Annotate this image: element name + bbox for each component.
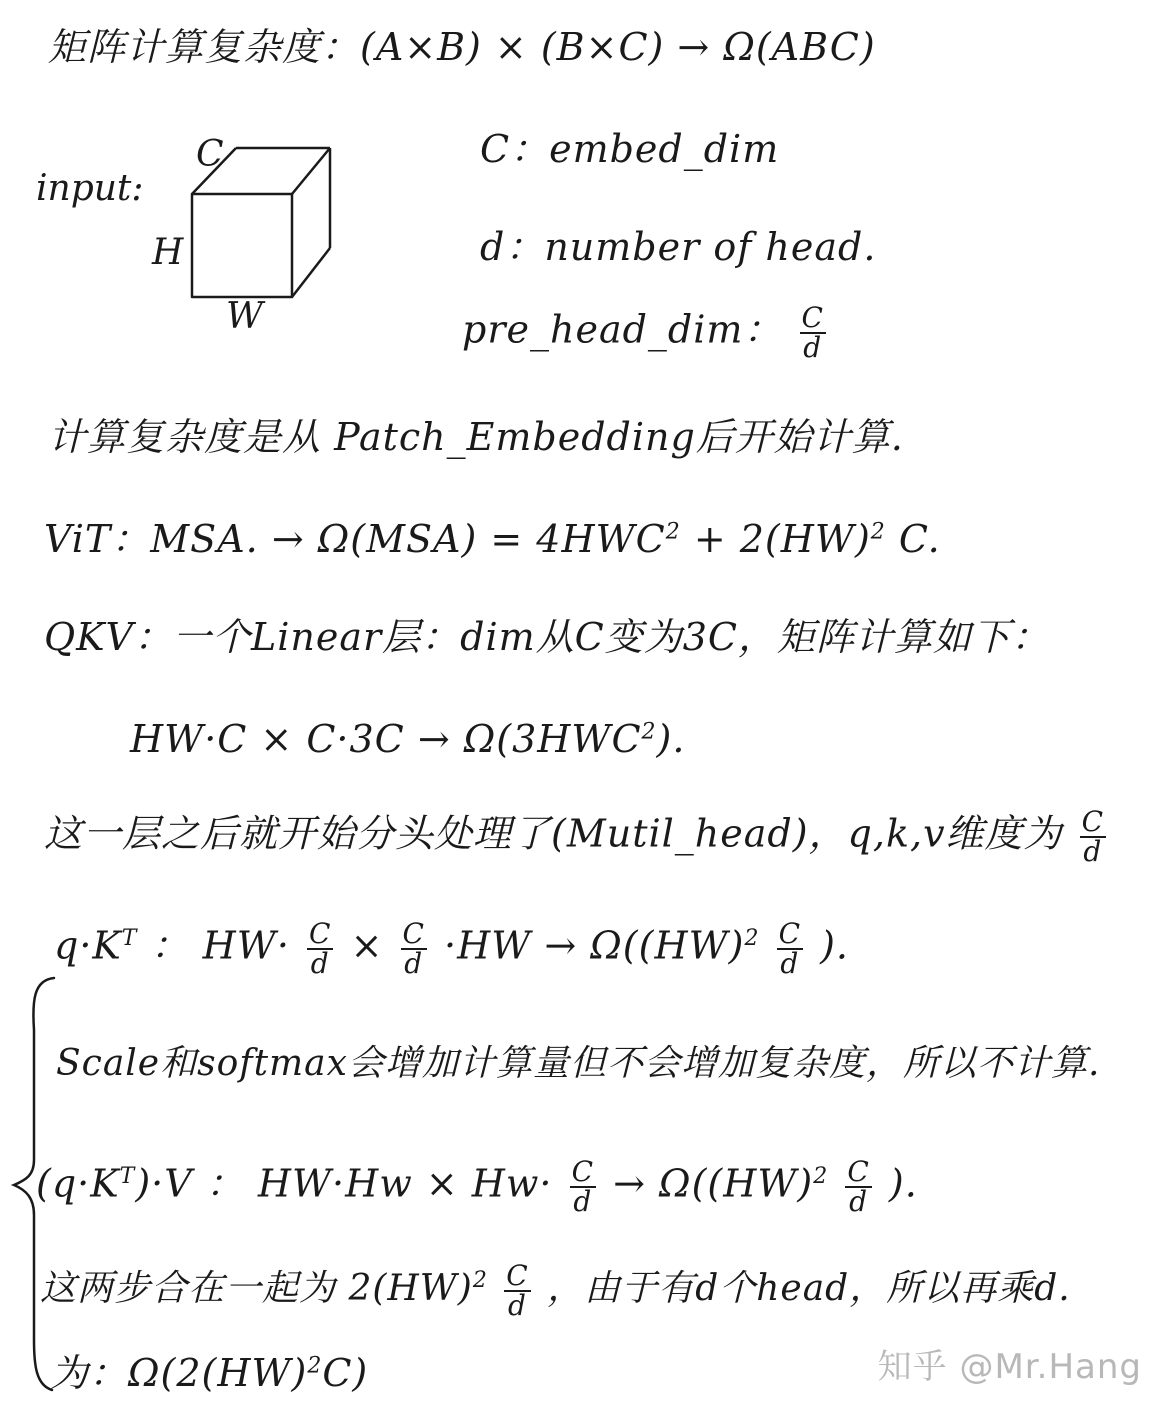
multihead-text: 这一层之后就开始分头处理了(Mutil_head)，q,k,v维度为 bbox=[44, 811, 1063, 856]
formula-part: ). bbox=[656, 717, 686, 761]
fraction-denominator: d bbox=[803, 331, 823, 364]
fraction bbox=[777, 917, 803, 980]
fraction-numerator: C bbox=[506, 1259, 529, 1292]
fraction-numerator: C bbox=[801, 301, 824, 334]
fraction bbox=[845, 1155, 871, 1218]
fraction-denominator: d bbox=[780, 947, 800, 980]
fraction-denominator: d bbox=[310, 947, 330, 980]
head-dim-fraction bbox=[1080, 805, 1106, 868]
formula-part: × bbox=[350, 923, 384, 968]
fraction-numerator: C bbox=[1081, 805, 1105, 838]
fraction-numerator: C bbox=[309, 917, 332, 950]
superscript: 2 bbox=[813, 1163, 829, 1189]
formula-part: ·HW → Ω((HW) bbox=[444, 923, 745, 968]
superscript: 2 bbox=[472, 1268, 488, 1293]
formula-part: ). bbox=[820, 923, 850, 968]
cube-label-c: C bbox=[196, 134, 224, 175]
formula-part: HW·C × C·3C → Ω(3HWC bbox=[130, 717, 642, 761]
combine-steps bbox=[40, 1259, 1071, 1322]
formula-part: ViT：MSA. → Ω(MSA) = 4HWC bbox=[44, 517, 666, 561]
formula-part: C) bbox=[322, 1351, 369, 1395]
qk-formula bbox=[54, 917, 850, 980]
formula-part: )·V ： HW·Hw × Hw· bbox=[135, 1161, 553, 1206]
formula-part: ). bbox=[888, 1161, 918, 1206]
formula-part: C. bbox=[898, 517, 941, 561]
qkv-calculation bbox=[130, 717, 686, 761]
final-result bbox=[50, 1351, 369, 1395]
def-pre-fraction bbox=[800, 301, 826, 364]
cube-label-w: W bbox=[226, 296, 264, 337]
fraction bbox=[401, 917, 427, 980]
superscript: 2 bbox=[665, 519, 681, 545]
fraction-denominator: d bbox=[849, 1185, 869, 1218]
def-num-head: d：number of head. bbox=[480, 225, 877, 269]
def-embed-dim: C：embed_dim bbox=[480, 127, 780, 171]
formula-part: (q·K bbox=[36, 1161, 120, 1206]
superscript: 2 bbox=[307, 1353, 323, 1379]
formula-part: ： HW· bbox=[150, 923, 290, 968]
fraction bbox=[570, 1155, 596, 1218]
superscript: T bbox=[121, 925, 138, 951]
fraction bbox=[504, 1259, 530, 1322]
fraction-denominator: d bbox=[1083, 835, 1103, 868]
cube-label-h: H bbox=[152, 232, 184, 273]
vit-msa-formula bbox=[44, 517, 941, 561]
fraction-numerator: C bbox=[402, 917, 425, 950]
superscript: 2 bbox=[870, 519, 886, 545]
watermark: 知乎 @Mr.Hang bbox=[877, 1347, 1142, 1387]
scale-softmax-note: Scale和softmax会增加计算量但不会增加复杂度，所以不计算. bbox=[56, 1043, 1101, 1084]
multihead-description bbox=[44, 805, 1110, 868]
complexity-rule: 矩阵计算复杂度：(A×B) × (B×C) → Ω(ABC) bbox=[48, 25, 876, 69]
formula-part: ，由于有d个head，所以再乘d. bbox=[547, 1268, 1071, 1309]
superscript: 2 bbox=[641, 719, 657, 745]
fraction-numerator: C bbox=[571, 1155, 595, 1188]
formula-part: → Ω((HW) bbox=[613, 1161, 814, 1206]
formula-part: 这两步合在一起为 2(HW) bbox=[40, 1268, 473, 1309]
input-cube-diagram bbox=[150, 130, 410, 330]
fraction-denominator: d bbox=[404, 947, 424, 980]
fraction bbox=[307, 917, 333, 980]
formula-part: 为：Ω(2(HW) bbox=[50, 1351, 308, 1395]
def-pre-text: pre_head_dim： bbox=[462, 307, 783, 352]
fraction-denominator: d bbox=[573, 1185, 593, 1218]
note-start-point: 计算复杂度是从 Patch_Embedding后开始计算. bbox=[48, 415, 904, 459]
superscript: T bbox=[119, 1163, 136, 1189]
formula-part: + 2(HW) bbox=[693, 517, 871, 561]
input-label: input: bbox=[36, 168, 144, 209]
fraction-numerator: C bbox=[778, 917, 802, 950]
def-pre-head-dim bbox=[462, 301, 830, 364]
superscript: 2 bbox=[744, 925, 760, 951]
formula-part: q·K bbox=[54, 923, 122, 968]
qkv-description: QKV：一个Linear层：dim从C变为3C，矩阵计算如下： bbox=[44, 615, 1050, 659]
fraction-numerator: C bbox=[847, 1155, 870, 1188]
attn-v-formula bbox=[36, 1155, 918, 1218]
fraction-denominator: d bbox=[508, 1289, 527, 1322]
